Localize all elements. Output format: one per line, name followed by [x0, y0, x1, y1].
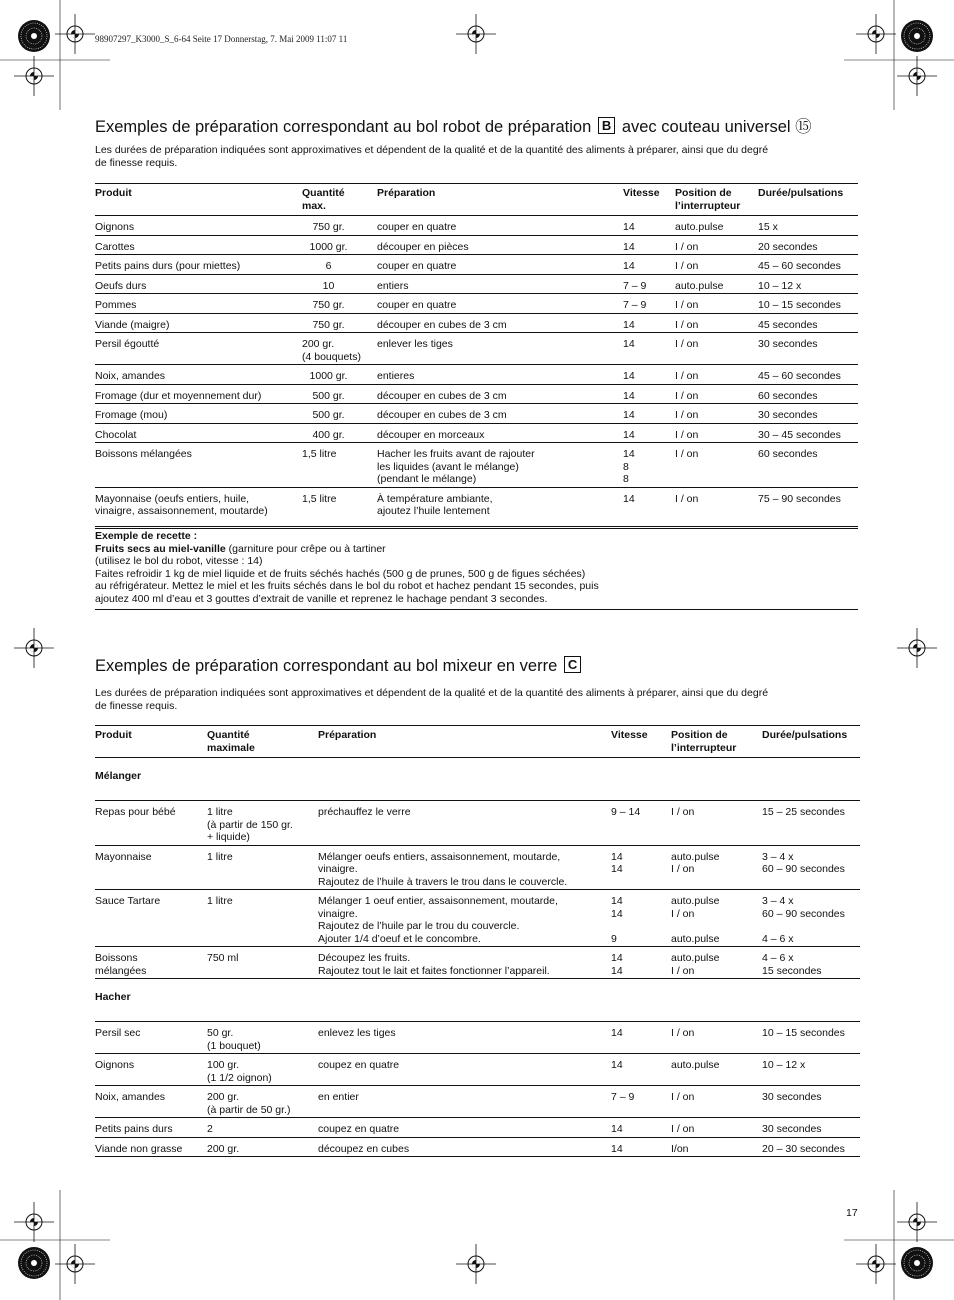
- cell-position: I / on: [675, 255, 758, 275]
- cell-vitesse: 14: [623, 365, 675, 385]
- cell-vitesse: 14: [623, 255, 675, 275]
- column-header: Durée/pulsations: [758, 184, 858, 216]
- table-row: [95, 487, 858, 528]
- cell-preparation: À température ambiante, ajoutez l’huile lentement: [377, 487, 623, 528]
- table-row: [95, 890, 860, 947]
- cell-duree: 10 – 15 secondes: [762, 1022, 860, 1054]
- table-row: [95, 313, 858, 333]
- cell-vitesse: 14 8 8: [623, 443, 675, 488]
- cell-produit: Oignons: [95, 216, 302, 236]
- column-header: Préparation: [318, 726, 611, 758]
- table-row: [95, 1118, 860, 1138]
- cell-preparation: découper en cubes de 3 cm: [377, 313, 623, 333]
- table-row: [95, 947, 860, 979]
- cell-duree: 15 x: [758, 216, 858, 236]
- cell-preparation: couper en quatre: [377, 294, 623, 314]
- column-header: Quantité maximale: [207, 726, 318, 758]
- cell-vitesse: 14 14 9: [611, 890, 671, 947]
- column-header: Quantité max.: [302, 184, 377, 216]
- cell-quantite: 1,5 litre: [302, 443, 377, 488]
- table-row: [95, 333, 858, 365]
- cell-duree: 20 – 30 secondes: [762, 1137, 860, 1157]
- recipe-name-suffix: (garniture pour crêpe ou à tartiner: [225, 542, 386, 555]
- column-header: Position de l’interrupteur: [675, 184, 758, 216]
- table-row: [95, 1022, 860, 1054]
- cell-preparation: entieres: [377, 365, 623, 385]
- cell-quantite: 400 gr.: [302, 423, 377, 443]
- cell-produit: Mayonnaise (oeufs entiers, huile, vinaigre, assaisonnement, moutarde): [95, 487, 302, 528]
- cell-position: I / on: [675, 294, 758, 314]
- cell-produit: Persil égoutté: [95, 333, 302, 365]
- section1-title: [95, 113, 812, 137]
- cell-produit: Chocolat: [95, 423, 302, 443]
- cell-duree: 3 – 4 x 60 – 90 secondes 4 – 6 x: [762, 890, 860, 947]
- cell-produit: Fromage (mou): [95, 404, 302, 424]
- cell-duree: 10 – 15 secondes: [758, 294, 858, 314]
- cell-position: auto.pulse: [671, 1054, 762, 1086]
- cell-preparation: Hacher les fruits avant de rajouter les liquides (avant le mélange) (pendant le mélange): [377, 443, 623, 488]
- table-row: [95, 384, 858, 404]
- section2-intro: Les durées de préparation indiquées sont approximatives et dépendent de la qualité et de la quantité des aliments à préparer, ainsi que du degré de finesse requis.: [95, 687, 769, 712]
- cell-produit: Pommes: [95, 294, 302, 314]
- cell-position: I / on: [675, 423, 758, 443]
- cell-preparation: en entier: [318, 1086, 611, 1118]
- cell-produit: Petits pains durs (pour miettes): [95, 255, 302, 275]
- section2-box-label: C: [564, 656, 581, 673]
- cell-produit: Viande (maigre): [95, 313, 302, 333]
- cell-produit: Repas pour bébé: [95, 801, 207, 846]
- cell-quantite: 1 litre (à partir de 150 gr. + liquide): [207, 801, 318, 846]
- table-row: [95, 404, 858, 424]
- cell-quantite: 200 gr. (à partir de 50 gr.): [207, 1086, 318, 1118]
- cell-duree: 75 – 90 secondes: [758, 487, 858, 528]
- cell-position: auto.pulse: [675, 274, 758, 294]
- section2-title-text: Exemples de préparation correspondant au bol mixeur en verre: [95, 657, 558, 675]
- cell-position: I / on: [675, 404, 758, 424]
- cell-vitesse: 14: [623, 384, 675, 404]
- recipe-name: Fruits secs au miel-vanille: [95, 542, 226, 555]
- cell-duree: 60 secondes: [758, 443, 858, 488]
- recipe-body: (utilisez le bol du robot, vitesse : 14) Faites refroidir 1 kg de miel liquide et de fruits séchés hachés (500 g de prunes, 500 g de figues séchées) au réfrigérateur. Mettez le miel et les fruits séchés dans le bol du robot et hachez pendant 15 secondes, puis ajoutez 400 ml d’eau et 3 gouttes d’extrait de vanille et reprenez le hachage pendant 3 secondes.: [95, 555, 599, 605]
- cell-position: I / on: [675, 365, 758, 385]
- cell-quantite: 750 ml: [207, 947, 318, 979]
- cell-position: I / on: [675, 487, 758, 528]
- cell-vitesse: 14: [623, 404, 675, 424]
- cell-produit: Boissons mélangées: [95, 443, 302, 488]
- table-row: [95, 365, 858, 385]
- section1-table: [95, 183, 858, 529]
- column-header: Position de l’interrupteur: [671, 726, 762, 758]
- cell-preparation: découper en morceaux: [377, 423, 623, 443]
- cell-preparation: découper en cubes de 3 cm: [377, 404, 623, 424]
- cell-duree: 30 secondes: [758, 404, 858, 424]
- section1-box-label: B: [598, 117, 615, 134]
- cell-produit: Fromage (dur et moyennement dur): [95, 384, 302, 404]
- cell-preparation: Découpez les fruits. Rajoutez tout le lait et faites fonctionner l’appareil.: [318, 947, 611, 979]
- recipe-title-line: [95, 543, 858, 556]
- cell-position: I / on: [671, 1022, 762, 1054]
- cell-vitesse: 14: [611, 1137, 671, 1157]
- column-header: Vitesse: [623, 184, 675, 216]
- cell-position: I / on: [675, 443, 758, 488]
- recipe-box: [95, 526, 858, 610]
- recipe-heading: Exemple de recette :: [95, 530, 198, 542]
- cell-vitesse: 14: [623, 235, 675, 255]
- cell-quantite: 1,5 litre: [302, 487, 377, 528]
- table-row: [95, 1086, 860, 1118]
- column-header: Produit: [95, 184, 302, 216]
- cell-preparation: Mélanger oeufs entiers, assaisonnement, moutarde, vinaigre. Rajoutez de l’huile à travers le trou dans le couvercle.: [318, 845, 611, 890]
- cell-vitesse: 14: [611, 1054, 671, 1086]
- column-header: Préparation: [377, 184, 623, 216]
- table-row: [95, 1054, 860, 1086]
- cell-preparation: découpez en cubes: [318, 1137, 611, 1157]
- cell-vitesse: 7 – 9: [623, 294, 675, 314]
- section1-title-text: Exemples de préparation correspondant au bol robot de préparation: [95, 118, 592, 136]
- cell-quantite: 750 gr.: [302, 313, 377, 333]
- cell-duree: 45 secondes: [758, 313, 858, 333]
- cell-position: I / on: [671, 801, 762, 846]
- table-row: [95, 423, 858, 443]
- cell-vitesse: 14: [623, 216, 675, 236]
- cell-quantite: 750 gr.: [302, 216, 377, 236]
- cell-duree: 45 – 60 secondes: [758, 365, 858, 385]
- cell-preparation: couper en quatre: [377, 216, 623, 236]
- cell-quantite: 2: [207, 1118, 318, 1138]
- cell-position: auto.pulse I / on: [671, 947, 762, 979]
- cell-duree: 30 – 45 secondes: [758, 423, 858, 443]
- cell-position: auto.pulse I / on: [671, 845, 762, 890]
- cell-duree: 30 secondes: [762, 1086, 860, 1118]
- cell-quantite: 6: [302, 255, 377, 275]
- cell-produit: Persil sec: [95, 1022, 207, 1054]
- section2-title: [95, 656, 583, 676]
- cell-produit: Mayonnaise: [95, 845, 207, 890]
- cell-quantite: 1 litre: [207, 845, 318, 890]
- cell-produit: Noix, amandes: [95, 365, 302, 385]
- cell-vitesse: 14: [623, 487, 675, 528]
- cell-position: auto.pulse I / on auto.pulse: [671, 890, 762, 947]
- cell-produit: Carottes: [95, 235, 302, 255]
- cell-position: I/on: [671, 1137, 762, 1157]
- table-row: [95, 216, 858, 236]
- cell-produit: Noix, amandes: [95, 1086, 207, 1118]
- table-header-row: [95, 726, 860, 758]
- cell-duree: 45 – 60 secondes: [758, 255, 858, 275]
- cell-position: auto.pulse: [675, 216, 758, 236]
- cell-quantite: 1000 gr.: [302, 235, 377, 255]
- cell-preparation: couper en quatre: [377, 255, 623, 275]
- cell-quantite: 500 gr.: [302, 404, 377, 424]
- group-label: Mélanger: [95, 758, 860, 801]
- print-info: 98907297_K3000_S_6-64 Seite 17 Donnerstag, 7. Mai 2009 11:07 11: [95, 34, 348, 44]
- cell-quantite: 50 gr. (1 bouquet): [207, 1022, 318, 1054]
- cell-vitesse: 14 14: [611, 845, 671, 890]
- cell-vitesse: 14 14: [611, 947, 671, 979]
- group-row: [95, 758, 860, 801]
- section1-intro: Les durées de préparation indiquées sont approximatives et dépendent de la qualité et de la quantité des aliments à préparer, ainsi que du degré de finesse requis.: [95, 144, 769, 169]
- cell-vitesse: 9 – 14: [611, 801, 671, 846]
- table-row: [95, 1137, 860, 1157]
- cell-preparation: préchauffez le verre: [318, 801, 611, 846]
- cell-vitesse: 14: [623, 333, 675, 365]
- cell-quantite: 200 gr. (4 bouquets): [302, 333, 377, 365]
- cell-preparation: Mélanger 1 oeuf entier, assaisonnement, moutarde, vinaigre. Rajoutez de l’huile par le trou du couvercle. Ajouter 1/4 d’oeuf et le concombre.: [318, 890, 611, 947]
- cell-position: I / on: [675, 235, 758, 255]
- cell-quantite: 500 gr.: [302, 384, 377, 404]
- group-row: [95, 979, 860, 1022]
- cell-duree: 10 – 12 x: [762, 1054, 860, 1086]
- section1-title-suffix: avec couteau universel ⑮: [621, 118, 812, 136]
- table-row: [95, 235, 858, 255]
- cell-preparation: coupez en quatre: [318, 1054, 611, 1086]
- cell-vitesse: 7 – 9: [623, 274, 675, 294]
- cell-duree: 15 – 25 secondes: [762, 801, 860, 846]
- column-header: Vitesse: [611, 726, 671, 758]
- cell-position: I / on: [671, 1118, 762, 1138]
- cell-quantite: 750 gr.: [302, 294, 377, 314]
- cell-vitesse: 14: [611, 1022, 671, 1054]
- cell-position: I / on: [671, 1086, 762, 1118]
- cell-quantite: 200 gr.: [207, 1137, 318, 1157]
- cell-produit: Viande non grasse: [95, 1137, 207, 1157]
- cell-quantite: 1 litre: [207, 890, 318, 947]
- table-row: [95, 255, 858, 275]
- cell-duree: 4 – 6 x 15 secondes: [762, 947, 860, 979]
- cell-duree: 30 secondes: [762, 1118, 860, 1138]
- cell-preparation: enlevez les tiges: [318, 1022, 611, 1054]
- table-row: [95, 845, 860, 890]
- cell-preparation: enlever les tiges: [377, 333, 623, 365]
- cell-duree: 3 – 4 x 60 – 90 secondes: [762, 845, 860, 890]
- page-number: 17: [846, 1207, 858, 1219]
- table-row: [95, 294, 858, 314]
- cell-vitesse: 14: [623, 313, 675, 333]
- table-row: [95, 443, 858, 488]
- group-label: Hacher: [95, 979, 860, 1022]
- cell-position: I / on: [675, 313, 758, 333]
- cell-preparation: découper en pièces: [377, 235, 623, 255]
- cell-duree: 60 secondes: [758, 384, 858, 404]
- cell-vitesse: 14: [623, 423, 675, 443]
- column-header: Produit: [95, 726, 207, 758]
- cell-duree: 30 secondes: [758, 333, 858, 365]
- table-row: [95, 801, 860, 846]
- cell-position: I / on: [675, 384, 758, 404]
- cell-quantite: 100 gr. (1 1/2 oignon): [207, 1054, 318, 1086]
- cell-vitesse: 14: [611, 1118, 671, 1138]
- section2-table: [95, 725, 860, 1157]
- cell-produit: Boissons mélangées: [95, 947, 207, 979]
- cell-produit: Petits pains durs: [95, 1118, 207, 1138]
- cell-preparation: découper en cubes de 3 cm: [377, 384, 623, 404]
- column-header: Durée/pulsations: [762, 726, 860, 758]
- cell-duree: 10 – 12 x: [758, 274, 858, 294]
- cell-quantite: 10: [302, 274, 377, 294]
- cell-position: I / on: [675, 333, 758, 365]
- cell-quantite: 1000 gr.: [302, 365, 377, 385]
- cell-preparation: entiers: [377, 274, 623, 294]
- cell-duree: 20 secondes: [758, 235, 858, 255]
- cell-produit: Oignons: [95, 1054, 207, 1086]
- cell-vitesse: 7 – 9: [611, 1086, 671, 1118]
- cell-produit: Oeufs durs: [95, 274, 302, 294]
- table-row: [95, 274, 858, 294]
- cell-preparation: coupez en quatre: [318, 1118, 611, 1138]
- cell-produit: Sauce Tartare: [95, 890, 207, 947]
- table-header-row: [95, 184, 858, 216]
